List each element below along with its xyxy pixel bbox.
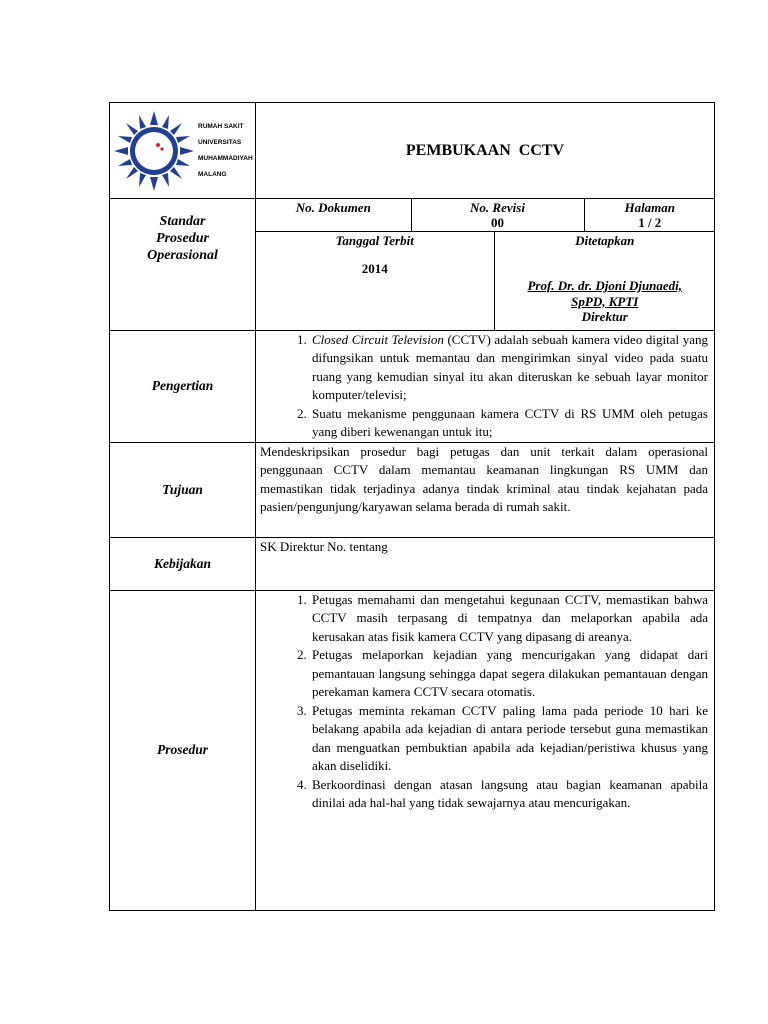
- hospital-logo-icon: [114, 111, 194, 191]
- approver-name-line: Prof. Dr. dr. Djoni Djunaedi,: [527, 278, 683, 293]
- hospital-name-line: RUMAH SAKIT: [198, 122, 244, 130]
- revision-cell: [411, 199, 584, 231]
- tujuan-content: [256, 442, 715, 537]
- hospital-name-line: UNIVERSITAS: [198, 138, 242, 146]
- revision-value: 00: [491, 215, 504, 230]
- approver-title: Direktur: [581, 309, 628, 324]
- sop-document: [109, 102, 714, 911]
- issued-label: Tanggal Terbit: [335, 232, 414, 248]
- list-item: 2. Petugas melaporkan kejadian yang mencurigakan yang didapat dari pemantauan langsung sehingga dapat segera dilakukan pemantauan dengan perekaman kamera CCTV secara otomatis.: [310, 646, 708, 702]
- kebijakan-text: SK Direktur No. tentang: [260, 538, 388, 554]
- cctv-term: Closed Circuit Television: [312, 331, 444, 347]
- sop-label-line: Standar: [159, 214, 206, 229]
- page-value: 1 / 2: [638, 215, 662, 230]
- kebijakan-label: Kebijakan: [110, 537, 256, 590]
- kebijakan-content: [256, 537, 715, 590]
- pengertian-label: Pengertian: [110, 330, 256, 442]
- prosedur-label: Prosedur: [110, 590, 256, 910]
- hospital-name: [198, 119, 253, 183]
- approved-label: Ditetapkan: [575, 232, 635, 248]
- list-item: 2. Suatu mekanisme penggunaan kamera CCTV di RS UMM oleh petugas yang diberi kewenangan untuk itu;: [310, 405, 708, 442]
- issued-cell: [256, 232, 494, 330]
- doc-no-cell: [256, 199, 411, 231]
- sop-table: [109, 102, 715, 911]
- prosedur-list: [256, 591, 714, 813]
- pengertian-list: [256, 331, 714, 442]
- meta-cell: [256, 199, 715, 331]
- sop-label-line: Operasional: [147, 248, 218, 263]
- meta-inner-lower: [256, 232, 715, 330]
- list-item-text: (CCTV) adalah sebuah kamera video digital yang difungsikan untuk memantau dan mengirimkan sinyal video pada suatu ruang yang kemudian sinyal itu akan diteruskan ke sebuah layar monitor komputer/televisi;: [312, 331, 708, 402]
- prosedur-content: [256, 590, 715, 910]
- logo-cell: [110, 103, 256, 199]
- sop-label-line: Prosedur: [156, 231, 209, 246]
- doc-no-label: No. Dokumen: [295, 200, 371, 215]
- hospital-name-line: MALANG: [198, 170, 227, 178]
- approver-name-line: SpPD, KPTI: [571, 293, 639, 309]
- approver-name: [495, 278, 716, 309]
- page-label: Halaman: [624, 200, 676, 215]
- list-item: 3. Petugas meminta rekaman CCTV paling lama pada periode 10 hari ke belakang apabila ada kejadian di antara periode tersebut guna memastikan dan menguatkan pembuktian apabila ada kejadian/peristiwa khusus yang akan diselidiki.: [310, 702, 708, 776]
- tujuan-text: Mendeskripsikan prosedur bagi petugas dan unit terkait dalam operasional penggunaan CCTV dalam memantau keamanan lingkungan RS UMM dan memastikan tidak terjadinya adanya tindak kriminal atau tindak kejahatan pada pasien/pengunjung/karyawan selama berada di rumah sakit.: [260, 443, 708, 514]
- title-cell: [256, 103, 715, 199]
- sop-label-cell: [110, 199, 256, 331]
- list-item: 4. Berkoordinasi dengan atasan langsung atau bagian keamanan apabila dinilai ada hal-hal yang tidak sewajarnya atau mencurigakan.: [310, 776, 708, 813]
- hospital-name-line: MUHAMMADIYAH: [198, 154, 253, 162]
- meta-inner-table: [256, 199, 715, 330]
- document-title: PEMBUKAAN CCTV: [405, 141, 565, 159]
- issued-value: 2014: [361, 260, 388, 276]
- list-item: [310, 331, 708, 405]
- page-cell: [584, 199, 715, 231]
- approved-cell: [494, 232, 715, 330]
- pengertian-content: [256, 330, 715, 442]
- tujuan-label: Tujuan: [110, 442, 256, 537]
- revision-label: No. Revisi: [470, 200, 525, 215]
- list-item: 1. Petugas memahami dan mengetahui kegunaan CCTV, memastikan bahwa CCTV masih terpasang di tempatnya dan melaporkan apabila ada kerusakan atas fisik kamera CCTV yang dipasang di areanya.: [310, 591, 708, 647]
